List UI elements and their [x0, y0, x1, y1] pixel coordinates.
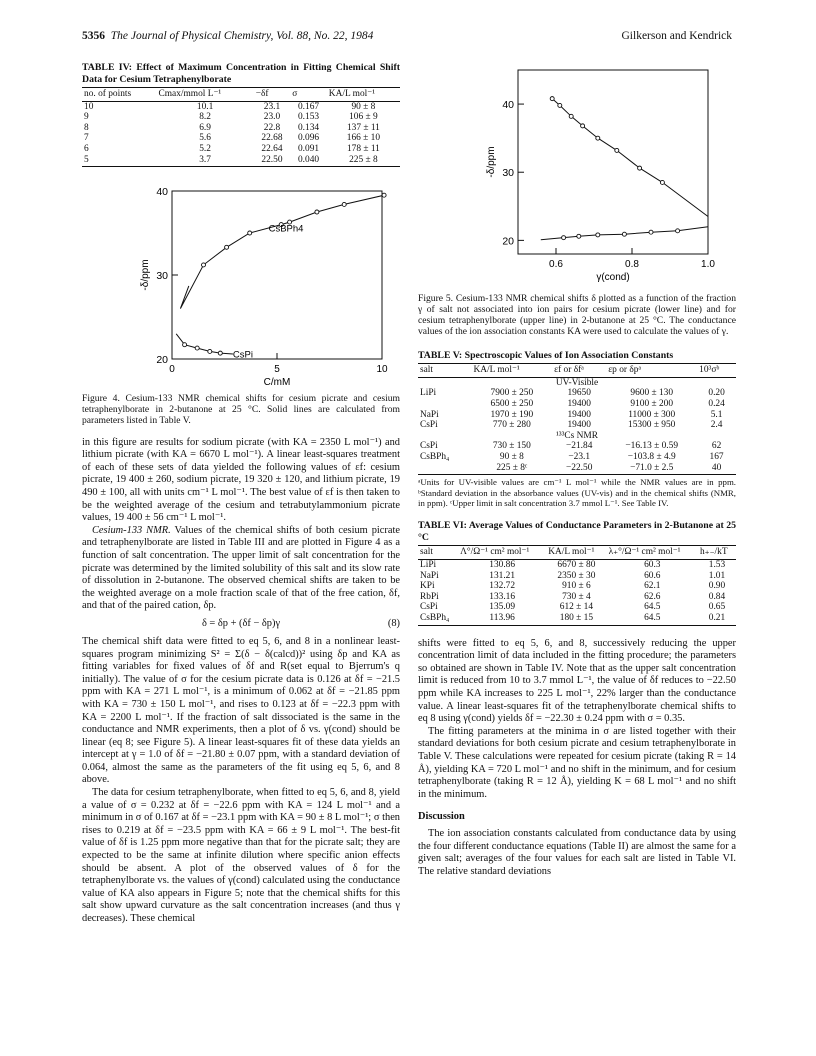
table-cell: RbPi [420, 591, 439, 602]
table-cell: −103.8 ± 4.9 [627, 452, 676, 463]
data-point [342, 203, 346, 207]
table5-footnote: ᵃUnits for UV-visible values are cm⁻¹ L mol⁻¹ while the NMR values are in ppm. ᵇStandard deviation in the absorbance values (UV-vis) and in the chemical shifts (NMR, in ppm). ᶜUpper limit in salt concentration 3.7 mmol L⁻¹. See Table IV. [418, 477, 736, 509]
table-cell: 19650 [567, 388, 591, 399]
table4-header-row [82, 88, 400, 102]
table-cell: 23.0 [263, 112, 281, 123]
table-cell: 62.6 [644, 591, 661, 602]
table-cell: 6 [84, 143, 89, 154]
table-cell: 8 [84, 122, 89, 133]
table-cell: 8.2 [199, 112, 211, 123]
y-tick-label: 30 [156, 270, 168, 283]
table-cell: NaPi [420, 570, 439, 581]
running-header-authors: Gilkerson and Kendrick [621, 30, 732, 42]
table-cell: 7900 ± 250 [490, 388, 534, 399]
table-cell: 23.1 [263, 101, 281, 112]
left-body-text [82, 437, 400, 926]
table-cell: 5 [82, 155, 157, 167]
table-row [418, 560, 736, 571]
table5 [418, 363, 736, 475]
data-point [622, 232, 626, 236]
data-point [202, 263, 206, 267]
equation-8 [82, 618, 400, 631]
table-cell: 1.53 [708, 560, 726, 571]
table-cell: 180 ± 15 [546, 613, 606, 625]
table-cell: 0.153 [297, 112, 320, 123]
table-section-row [418, 431, 736, 442]
table-cell: 106 ± 9 [349, 112, 378, 123]
table-cell: 22.8 [263, 122, 281, 133]
data-point [581, 124, 585, 128]
y-tick-label: 20 [156, 354, 168, 367]
table-cell: LiPi [420, 388, 437, 399]
table6-col-header: λ₊°/Ω⁻¹ cm² mol⁻¹ [607, 546, 698, 560]
table6-col-header: salt [418, 546, 458, 560]
figure5-chart [418, 62, 736, 282]
table-row [418, 399, 736, 410]
data-point [660, 180, 664, 184]
table-cell: 22.64 [261, 143, 283, 154]
table-cell: 9600 ± 130 [630, 388, 674, 399]
table-cell: 612 ± 14 [559, 602, 594, 613]
table-row [418, 452, 736, 463]
table-cell: 5.1 [710, 409, 723, 420]
y-tick-label: 30 [502, 167, 514, 180]
x-tick-label: 0.8 [625, 259, 639, 270]
paragraph: The fitting parameters at the minima in σ are listed together with their standard deviations for both cesium picrate and cesium tetraphenylborate in Table V. These calculations were repeated for cesium picrate (taking R = 14 Å), yielding KA = 720 L mol⁻¹ and no shift in the minimum, and for cesium tetraphenylborate (taking R = 12 Å), yielding K = 68 L mol⁻¹ and no shift in the minimum. [418, 725, 736, 800]
table-cell: 11000 ± 300 [628, 409, 676, 420]
table-cell: 19400 [567, 399, 591, 410]
table-cell: −16.13 ± 0.59 [625, 441, 679, 452]
table-cell: 0.24 [708, 399, 725, 410]
table-row [418, 581, 736, 592]
paragraph: The data for cesium tetraphenylborate, when fitted to eq 5, 6, and 8, yield a value of σ = 0.232 at δf = −22.6 ppm with KA = 124 L mol⁻¹ and a minimum in σ of 0.167 at δf = −23.1 ppm with KA = 90 ± 8 L mol⁻¹; σ then rises to 0.219 at δf = −23.5 ppm with KA = 66 ± 9 L mol⁻¹. The best-fit value of δf is 1.25 ppm more negative than that for the picrate salt; they are expected to be the same at infinite dilution where specific anion effects should be absent. A plot of the observed values of δ for the tetraphenylborate vs. the values of γ(cond) calculated using the conductance value of KA also appears in Figure 5; note that the chemical shifts for this salt show upward curvature as the salt concentration increases (and thus γ decreases). These chemical [82, 787, 400, 925]
table6-caption: TABLE VI: Average Values of Conductance Parameters in 2-Butanone at 25 °C [418, 520, 736, 543]
data-point [225, 245, 229, 249]
table-cell: 0.040 [290, 155, 327, 167]
y-axis-label: -δ/ppm [486, 146, 497, 178]
table5-col-header: 10³σᵇ [697, 364, 736, 378]
table-cell: −22.50 [552, 463, 606, 475]
y-tick-label: 40 [156, 186, 168, 199]
paragraph: in this figure are results for sodium picrate (with KA = 2350 L mol⁻¹) and lithium picrate (with KA = 6670 L mol⁻¹). A linear least-squares treatment of each of these sets of data yielded the following values of εf: cesium picrate, 19 400 ± 260, sodium picrate, 19 320 ± 120, and lithium picrate, 19 490 ± 100, all with units cm⁻¹ L mol⁻¹. The best value of εf is then taken to be the weighted average of the cesium and tetrabutylammonium picrate values, 19 400 ± 56 cm⁻¹ L mol⁻¹. [82, 436, 400, 524]
table-cell: 62.1 [644, 581, 661, 592]
table-row [418, 410, 736, 421]
table-cell: 5.2 [199, 143, 211, 154]
table-cell: 6.9 [199, 122, 211, 133]
table5-body [418, 377, 736, 474]
table-row [418, 592, 736, 603]
table6-body [418, 560, 736, 626]
table5-caption: TABLE V: Spectroscopic Values of Ion Association Constants [418, 349, 674, 361]
table4-body [82, 101, 400, 167]
table4-col-header: −δf [254, 88, 291, 102]
table-cell: 178 ± 11 [346, 143, 380, 154]
table-cell: 0.134 [297, 122, 320, 133]
table-cell: 19400 [567, 409, 591, 420]
table-cell: 0.20 [708, 388, 725, 399]
table-cell: 0.90 [708, 581, 726, 592]
series-label: CsPi [232, 349, 253, 361]
table-cell: 3.7 [157, 155, 254, 167]
table-cell: 10 [84, 101, 94, 112]
data-point [676, 229, 680, 233]
data-point [195, 346, 199, 350]
data-point [596, 233, 600, 237]
table4-col-header: Cmax/mmol L⁻¹ [157, 88, 254, 102]
data-point [382, 193, 386, 197]
table-cell: 910 ± 6 [562, 581, 591, 592]
table-cell: −71.0 ± 2.5 [606, 463, 697, 475]
table-cell: 130.86 [489, 560, 516, 571]
table-cell: 0.096 [297, 133, 320, 144]
table4-col-header: σ [290, 88, 327, 102]
table-row [418, 602, 736, 613]
table-cell: 60.3 [644, 560, 661, 571]
table-cell: 167 [709, 452, 724, 463]
table-cell: 0.84 [708, 591, 726, 602]
table-cell: 90 ± 8 [499, 452, 524, 463]
table-cell: 6670 ± 80 [557, 560, 596, 571]
x-axis-label: γ(cond) [596, 272, 630, 282]
running-header-left [82, 30, 373, 42]
data-point [615, 148, 619, 152]
table-cell: 64.5 [607, 613, 698, 625]
table5-col-header: εf or δfᵃ [552, 364, 606, 378]
table-cell: CsPi [420, 420, 438, 431]
table-cell: 225 ± 8ᶜ [472, 463, 553, 475]
data-point [649, 230, 653, 234]
table5-col-header: KA/L mol⁻¹ [472, 364, 553, 378]
table-row [82, 101, 400, 112]
right-body-text [418, 638, 736, 879]
table-row [82, 133, 400, 144]
table-cell: 5.6 [199, 133, 211, 144]
table-cell: 62 [711, 441, 722, 452]
table-row [418, 613, 736, 625]
table-cell: −21.84 [566, 441, 593, 452]
x-tick-label: 1.0 [701, 259, 715, 270]
plot-frame [518, 70, 708, 254]
x-tick-label: 5 [274, 364, 280, 376]
data-point [315, 210, 319, 214]
table-cell: 2350 ± 30 [557, 570, 596, 581]
page-number: 5356 [82, 30, 105, 42]
data-point [248, 231, 252, 235]
table5-col-header: εp or δpᵃ [606, 364, 697, 378]
data-point [638, 166, 642, 170]
table-cell: 225 ± 8 [327, 155, 400, 167]
table-section-row [418, 377, 736, 388]
data-point [218, 351, 222, 355]
y-tick-label: 20 [502, 235, 514, 248]
table4-caption: TABLE IV: Effect of Maximum Concentration in Fitting Chemical Shift Data for Cesium Tetraphenylborate [82, 62, 400, 85]
table-cell: NaPi [420, 409, 439, 420]
table-cell: 770 ± 280 [492, 420, 531, 431]
table-cell: 135.09 [489, 602, 516, 613]
table-cell: 60.6 [644, 570, 661, 581]
table-cell: 22.68 [261, 133, 283, 144]
table-cell: 0.167 [297, 101, 320, 112]
table-cell: 90 ± 8 [351, 101, 376, 112]
data-point [208, 350, 212, 354]
table4 [82, 87, 400, 167]
table4-col-header: KA/L mol⁻¹ [327, 88, 400, 102]
table-cell: 10.1 [196, 101, 214, 112]
table6 [418, 545, 736, 625]
table-cell: 2.4 [710, 420, 723, 431]
table-cell: KPi [420, 581, 435, 592]
data-point [577, 234, 581, 238]
table-cell: 40 [697, 463, 736, 475]
paragraph: The chemical shift data were fitted to eq 5, 6, and 8 in a nonlinear least-squares program minimizing S² = Σ(δ − δ(calcd))² using δp and KA as fitting variables for fixed values of δf and R(set equal to Bjerrum's q initially). The value of σ for the cesium picrate data is 0.126 at δf = −21.5 ppm with KA = 271 L mol⁻¹, is a minimum of 0.062 at δf = −21.85 ppm with KA = 730 ± 150 L mol⁻¹, and rises to 0.123 at δf = −22.3 ppm with KA = 2200 L mol⁻¹. If the fraction of salt dissociated is the same in the conductance and NMR experiments, then a plot of δ vs. γ(cond) should be linear (eq 8; see Figure 5). A linear least-squares fit of these data yields an intercept at γ = 1.0 of δf = −21.80 ± 0.07 ppm, with a standard deviation of 0.064, almost the same as the parameters of the fit using eq 5, 6, and 8 above. [82, 635, 400, 786]
table-cell: 15300 ± 950 [628, 420, 676, 431]
table4-col-header: no. of points [82, 88, 157, 102]
data-point [596, 136, 600, 140]
table-cell: 1.01 [708, 570, 726, 581]
table-cell: −23.1 [568, 452, 591, 463]
data-point [558, 103, 562, 107]
table-row [82, 144, 400, 155]
paragraph: The ion association constants calculated from conductance data by using the four different conductance equations (Table II) are almost the same for a given salt; averages of the four values for each salt are listed in Table VI. The relative standard deviations [418, 827, 736, 877]
right-column [418, 62, 736, 878]
data-point [183, 343, 187, 347]
figure4 [82, 181, 400, 391]
table-cell [418, 463, 472, 475]
table-cell: 1970 ± 190 [490, 409, 534, 420]
table-cell: LiPi [420, 560, 437, 571]
table6-col-header: KA/L mol⁻¹ [546, 546, 606, 560]
journal-title: The Journal of Physical Chemistry, Vol. 88, No. 22, 1984 [110, 30, 374, 42]
y-axis-label: -δ/ppm [140, 259, 151, 291]
table6-header-row [418, 546, 736, 560]
figure5-caption: Figure 5. Cesium-133 NMR chemical shifts δ plotted as a function of the fraction γ of salt not associated into ion pairs for cesium picrate (lower line) and for cesium tetraphenylborate (upper line) in 2-butanone at 25 °C. The conductance values of the ion association constants KA were used to calculate the values of γ. [418, 292, 736, 338]
table-section-label: ¹³³Cs NMR [555, 430, 599, 441]
series-label: CsBPh4 [268, 223, 304, 235]
series-line [552, 99, 708, 217]
table-section-label: UV-Visible [555, 377, 599, 388]
table-row [418, 571, 736, 582]
x-axis-label: C/mM [263, 377, 291, 387]
plot-frame [172, 191, 382, 359]
table-cell [418, 399, 472, 410]
data-point [550, 97, 554, 101]
table-row [418, 441, 736, 452]
table-cell: 730 ± 150 [492, 441, 531, 452]
table-row [82, 123, 400, 134]
table-cell: 0.21 [698, 613, 736, 625]
figure4-caption: Figure 4. Cesium-133 NMR chemical shifts for cesium picrate and cesium tetraphenylborate in 2-butanone at 25 °C. Solid lines are calculated from parameters listed in Table V. [82, 392, 400, 427]
table6-col-header: h₊₋/kT [698, 546, 736, 560]
table5-header-row [418, 364, 736, 378]
table-cell: 137 ± 11 [346, 122, 380, 133]
x-tick-label: 0 [169, 364, 175, 376]
table6-col-header: Λ°/Ω⁻¹ cm² mol⁻¹ [458, 546, 546, 560]
paragraph [82, 525, 400, 613]
table-row [82, 155, 400, 167]
table5-col-header: salt [418, 364, 472, 378]
x-tick-label: 0.6 [549, 259, 563, 270]
table-cell: 7 [84, 133, 89, 144]
table-cell: CsBPh₄ [420, 452, 450, 463]
table-cell: 113.96 [458, 613, 546, 625]
run-in-heading: Cesium-133 NMR. [92, 524, 171, 536]
data-point [569, 114, 573, 118]
table-cell: 131.21 [489, 570, 516, 581]
table-cell: 64.5 [644, 602, 661, 613]
figure5 [418, 62, 736, 287]
section-heading-discussion: Discussion [418, 811, 465, 823]
table-row [418, 388, 736, 399]
table-cell: 0.091 [297, 143, 320, 154]
left-column [82, 62, 400, 926]
table-cell: 22.50 [254, 155, 291, 167]
x-tick-label: 10 [376, 364, 388, 376]
table-cell: 9100 ± 200 [630, 399, 674, 410]
table-cell: 133.16 [489, 591, 516, 602]
table-cell: 166 ± 10 [346, 133, 381, 144]
equation-number: (8) [387, 617, 400, 629]
table-row [418, 420, 736, 431]
table-cell: 132.72 [489, 581, 516, 592]
table-cell: CsPi [420, 441, 438, 452]
table-cell: CsBPh₄ [418, 613, 458, 625]
table-row [82, 112, 400, 123]
table-cell: CsPi [420, 602, 438, 613]
paragraph-text: Values of the chemical shifts of both cesium picrate and tetraphenylborate are listed in Table III and are plotted in Figure 4 as a function of salt concentration. The upper limit of salt concentration for the picrate was determined by the limited solubility of this salt and its slow rate of dissolution in 2-butanone. The observed chemical shifts are taken to be the weighted average on a mole fraction scale of that of the free cation, δf, and that of the paired cation, δp. [82, 524, 400, 612]
table-cell: 9 [84, 112, 89, 123]
figure4-chart [82, 181, 400, 386]
table-cell: 730 ± 4 [562, 591, 591, 602]
y-tick-label: 40 [502, 99, 514, 112]
paragraph: shifts were fitted to eq 5, 6, and 8, successively reducing the upper concentration limit of data included in the fitting procedure; the parameters so obtained are shown in Table IV. Note that as the upper salt concentration limit is reduced from 10 to 3.7 mmol L⁻¹, the value of δf reduces to −22.50 ppm while KA increases to 225 L mol⁻¹, 22% larger than the conductance value. A linear least-squares fit of the tetraphenylborate chemical shifts to eq 8 using γ(cond) yields δf = −22.30 ± 0.24 ppm with σ = 0.35. [418, 637, 736, 725]
table-cell: 19400 [567, 420, 591, 431]
table-cell: 0.65 [708, 602, 726, 613]
equation-text: δ = δp + (δf − δp)γ [201, 617, 281, 629]
data-point [562, 236, 566, 240]
series-line [180, 195, 384, 308]
table-row [418, 463, 736, 475]
table-cell: 6500 ± 250 [490, 399, 534, 410]
